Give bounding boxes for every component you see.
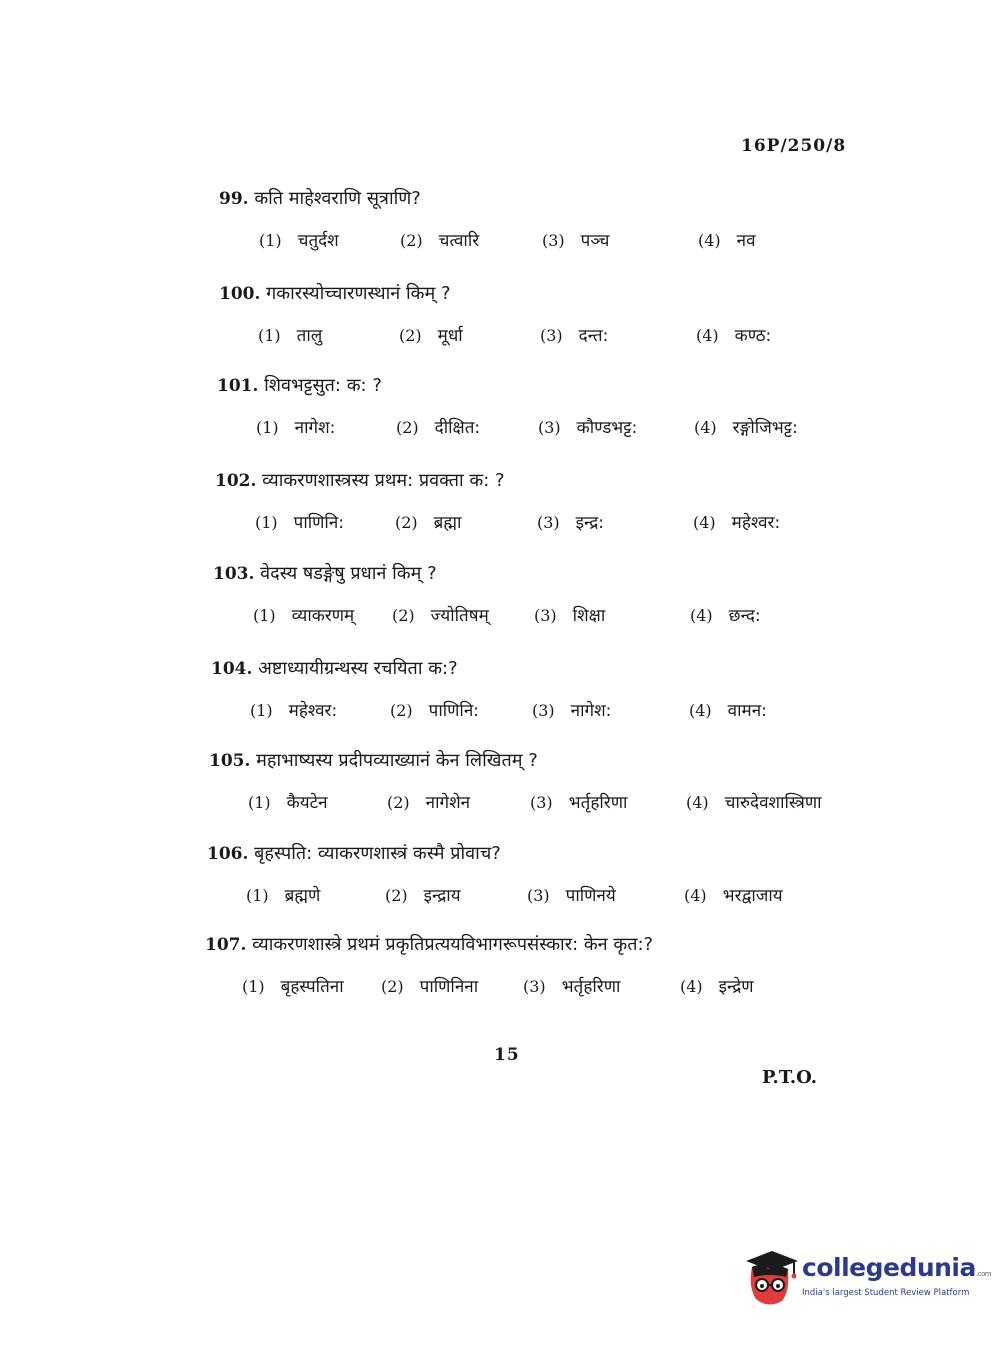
option-2: (2) दीक्षित:	[396, 418, 481, 438]
question-text: व्याकरणशास्त्रस्य प्रथम: प्रवक्ता क: ?	[262, 470, 505, 491]
option-1: (1) तालु	[258, 326, 323, 346]
question-number: 104.	[211, 659, 253, 679]
option-1: (1) व्याकरणम्	[253, 606, 355, 626]
question-text: शिवभट्टसुत: क: ?	[264, 375, 382, 396]
brand-name: collegedunia.com	[802, 1253, 992, 1282]
option-1: (1) ब्रह्मणे	[246, 886, 321, 906]
question-100	[219, 281, 939, 367]
question-number: 107.	[205, 935, 247, 955]
option-1: (1) बृहस्पतिना	[242, 977, 344, 997]
option-3: (3) नागेश:	[532, 701, 612, 721]
option-4: (4) छन्द:	[690, 606, 761, 626]
question-text: व्याकरणशास्त्रे प्रथमं प्रकृतिप्रत्ययविभागरूपसंस्कार: केन कृत:?	[252, 934, 654, 955]
option-1: (1) महेश्वर:	[250, 701, 338, 721]
question-106	[207, 841, 927, 927]
question-102	[215, 468, 935, 554]
option-2: (2) ब्रह्मा	[395, 513, 462, 533]
option-1: (1) चतुर्दश	[259, 231, 339, 251]
option-2: (2) इन्द्राय	[385, 886, 461, 906]
option-1: (1) कैयटेन	[248, 793, 328, 813]
question-number: 101.	[217, 376, 259, 396]
question-103	[213, 561, 933, 647]
question-number: 105.	[209, 751, 251, 771]
paper-code: 16P/250/8	[741, 136, 847, 156]
option-4: (4) चारुदेवशास्त्रिणा	[686, 793, 822, 813]
pto-label: P.T.O.	[762, 1067, 818, 1088]
question-105	[209, 748, 929, 834]
option-4: (4) नव	[698, 231, 756, 251]
question-number: 99.	[219, 189, 249, 209]
option-2: (2) ज्योतिषम्	[392, 606, 489, 626]
option-3: (3) भर्तृहरिणा	[530, 793, 628, 813]
option-4: (4) महेश्वर:	[693, 513, 781, 533]
question-number: 103.	[213, 564, 255, 584]
brand-tagline: India's largest Student Review Platform	[802, 1288, 970, 1298]
student-mascot-icon	[742, 1247, 800, 1309]
question-text: महाभाष्यस्य प्रदीपव्याख्यानं केन लिखितम् ?	[256, 750, 538, 771]
question-text: कति माहेश्वराणि सूत्राणि?	[254, 188, 421, 209]
question-text: बृहस्पति: व्याकरणशास्त्रं कस्मै प्रोवाच?	[254, 843, 501, 864]
question-text: गकारस्योच्चारणस्थानं किम् ?	[266, 283, 451, 304]
option-2: (2) चत्वारि	[400, 231, 480, 251]
option-4: (4) रङ्गोजिभट्ट:	[694, 418, 798, 438]
question-99	[219, 186, 939, 272]
question-104	[211, 656, 931, 742]
question-101	[217, 373, 937, 459]
question-107	[205, 932, 925, 1018]
option-4: (4) भरद्वाजाय	[684, 886, 783, 906]
option-4: (4) इन्द्रेण	[680, 977, 754, 997]
option-3: (3) भर्तृहरिणा	[523, 977, 621, 997]
option-3: (3) पाणिनये	[527, 886, 616, 906]
page-number: 15	[494, 1045, 520, 1065]
collegedunia-logo	[742, 1247, 992, 1317]
question-number: 106.	[207, 844, 249, 864]
option-3: (3) दन्त:	[540, 326, 609, 346]
option-3: (3) पञ्च	[542, 231, 610, 251]
option-1: (1) नागेश:	[256, 418, 336, 438]
option-4: (4) वामन:	[689, 701, 767, 721]
option-2: (2) पाणिनि:	[390, 701, 479, 721]
option-4: (4) कण्ठ:	[696, 326, 772, 346]
option-2: (2) नागेशेन	[387, 793, 471, 813]
option-3: (3) कौण्डभट्ट:	[538, 418, 638, 438]
question-number: 100.	[219, 284, 261, 304]
option-2: (2) पाणिनिना	[381, 977, 479, 997]
question-number: 102.	[215, 471, 257, 491]
question-text: वेदस्य षडङ्गेषु प्रधानं किम् ?	[260, 563, 437, 584]
option-3: (3) शिक्षा	[534, 606, 606, 626]
question-text: अष्टाध्यायीग्रन्थस्य रचयिता क:?	[258, 658, 458, 679]
option-3: (3) इन्द्र:	[537, 513, 605, 533]
option-1: (1) पाणिनि:	[255, 513, 344, 533]
option-2: (2) मूर्धा	[399, 326, 463, 346]
